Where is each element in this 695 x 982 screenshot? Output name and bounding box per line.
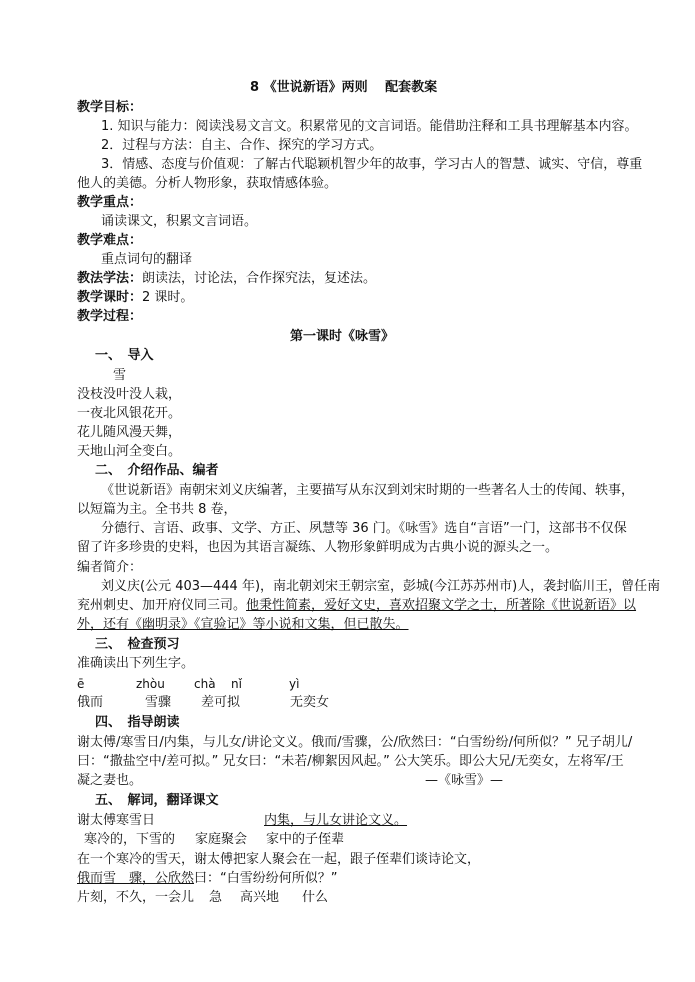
word-eer: 俄而 bbox=[77, 695, 104, 710]
translation-line-3c: 曰：“白雪纷纷何所似？” bbox=[194, 871, 338, 886]
gloss-1b: 家庭聚会 bbox=[195, 832, 248, 847]
poem-line-2: 一夜北风银花开。 bbox=[77, 406, 182, 421]
key-heading: 教学重点： bbox=[77, 195, 143, 210]
gloss-1a: 寒冷的，下雪的 bbox=[84, 832, 176, 847]
author-para-3: 外，还有《幽明录》《宣验记》等小说和文集，但已散失。 bbox=[77, 617, 409, 632]
key-text: 诵读课文，积累文言词语。 bbox=[101, 214, 258, 229]
pinyin-e: ē bbox=[77, 677, 85, 691]
works-para-2a: 分德行、言语、政事、文学、方正、夙慧等 36 门。《咏雪》选自“言语”一门，这部书不仅保 bbox=[101, 521, 627, 536]
author-label: 编者简介： bbox=[77, 560, 143, 575]
poem-title: 雪 bbox=[113, 368, 127, 383]
translation-line-1b: 内集，与儿女讲论文义。 bbox=[264, 813, 408, 828]
section-2-heading: 二、 介绍作品、编者 bbox=[95, 463, 219, 478]
section-3-text: 准确读出下列生字。 bbox=[77, 656, 195, 671]
reading-line-2: 曰：“撒盐空中/差可拟。” 兄女曰：“未若/柳絮因风起。” 公大笑乐。即公大兄/无奕女，左将军/王 bbox=[77, 754, 624, 769]
reading-line-3: 凝之妻也。 bbox=[77, 773, 143, 788]
works-para-2b: 留了许多珍贵的史料，也因为其语言凝练、人物形象鲜明成为古典小说的源头之一。 bbox=[77, 540, 559, 555]
author-para-2 bbox=[77, 597, 636, 615]
section-5-heading: 五、 解词，翻译课文 bbox=[95, 793, 219, 808]
objective-3-cont: 他人的美德。分析人物形象，获取情感体验。 bbox=[77, 176, 338, 191]
methods-text: 朗读法，讨论法，合作探究法，复述法。 bbox=[142, 271, 377, 286]
pinyin-cha: chà bbox=[194, 677, 216, 691]
section-4-heading: 四、 指导朗读 bbox=[95, 715, 180, 730]
word-chakeni: 差可拟 bbox=[201, 695, 241, 710]
difficulty-text: 重点词句的翻译 bbox=[101, 252, 193, 267]
pinyin-ni: nǐ bbox=[231, 677, 242, 691]
gloss-2d: 什么 bbox=[302, 890, 329, 905]
hours-line bbox=[77, 289, 193, 307]
objective-3: 3．情感、态度与价值观：了解古代聪颖机智少年的故事，学习古人的智慧、诚实、守信，尊重 bbox=[101, 157, 643, 172]
gloss-1c: 家中的子侄辈 bbox=[266, 832, 345, 847]
doc-title: 8 《世说新语》两则 配套教案 bbox=[250, 80, 438, 95]
translation-line-2: 在一个寒冷的雪天，谢太傅把家人聚会在一起，跟子侄辈们谈诗论文， bbox=[77, 852, 481, 867]
poem-line-3: 花儿随风漫天舞， bbox=[77, 425, 182, 440]
works-para-1a: 《世说新语》南朝宋刘义庆编著，主要描写从东汉到刘宋时期的一些著名人士的传闻、轶事， bbox=[101, 483, 635, 498]
gloss-2b: 急 bbox=[209, 890, 223, 905]
gloss-2c: 高兴地 bbox=[240, 890, 280, 905]
translation-line-3b: 公欣然 bbox=[155, 871, 195, 886]
section-1-heading: 一、 导入 bbox=[95, 348, 154, 363]
translation-line-3a: 俄而雪 骤， bbox=[77, 871, 156, 886]
pinyin-yi: yì bbox=[289, 677, 300, 691]
author-para-2b: 他秉性简素，爱好文史，喜欢招聚文学之士，所著除《世说新语》以 bbox=[246, 598, 637, 613]
objective-1: 1. 知识与能力：阅读浅易文言文。积累常见的文言词语。能借助注释和工具书理解基本内容。 bbox=[101, 119, 638, 134]
translation-line-1a: 谢太傅寒雪日 bbox=[77, 813, 156, 828]
author-para-2a: 兖州刺史、加开府仪同三司。 bbox=[77, 598, 247, 613]
gloss-2a: 片刻，不久，一会儿 bbox=[77, 890, 195, 905]
hours-heading: 教学课时： bbox=[77, 290, 143, 305]
reading-line-1: 谢太傅/寒雪日/内集，与儿女/讲论文义。俄而/雪骤，公/欣然曰：“白雪纷纷/何所似？” 兄子胡儿/ bbox=[77, 735, 633, 750]
objectives-heading: 教学目标： bbox=[77, 100, 143, 115]
word-wuyinv: 无奕女 bbox=[290, 695, 330, 710]
methods-line bbox=[77, 270, 376, 288]
word-xuezhou: 雪骤 bbox=[145, 695, 172, 710]
poem-line-1: 没枝没叶没人栽， bbox=[77, 387, 182, 402]
works-para-1b: 以短篇为主。全书共 8 卷， bbox=[77, 502, 237, 517]
process-heading: 教学过程： bbox=[77, 309, 143, 324]
objective-2: 2．过程与方法：自主、合作、探究的学习方式。 bbox=[101, 138, 383, 153]
difficulty-heading: 教学难点： bbox=[77, 233, 143, 248]
methods-heading: 教法学法： bbox=[77, 271, 143, 286]
pinyin-zhou: zhòu bbox=[136, 677, 165, 691]
reading-reference: —《咏雪》— bbox=[425, 773, 504, 788]
lesson-title: 第一课时《咏雪》 bbox=[290, 329, 395, 344]
author-para-1: 刘义庆(公元 403—444 年)，南北朝刘宋王朝宗室，彭城(今江苏苏州市)人，袭封临川王，曾任南 bbox=[101, 579, 661, 594]
poem-line-4: 天地山河全变白。 bbox=[77, 444, 182, 459]
hours-text: 2 课时。 bbox=[142, 290, 194, 305]
section-3-heading: 三、 检查预习 bbox=[95, 637, 180, 652]
translation-line-3 bbox=[77, 870, 338, 888]
